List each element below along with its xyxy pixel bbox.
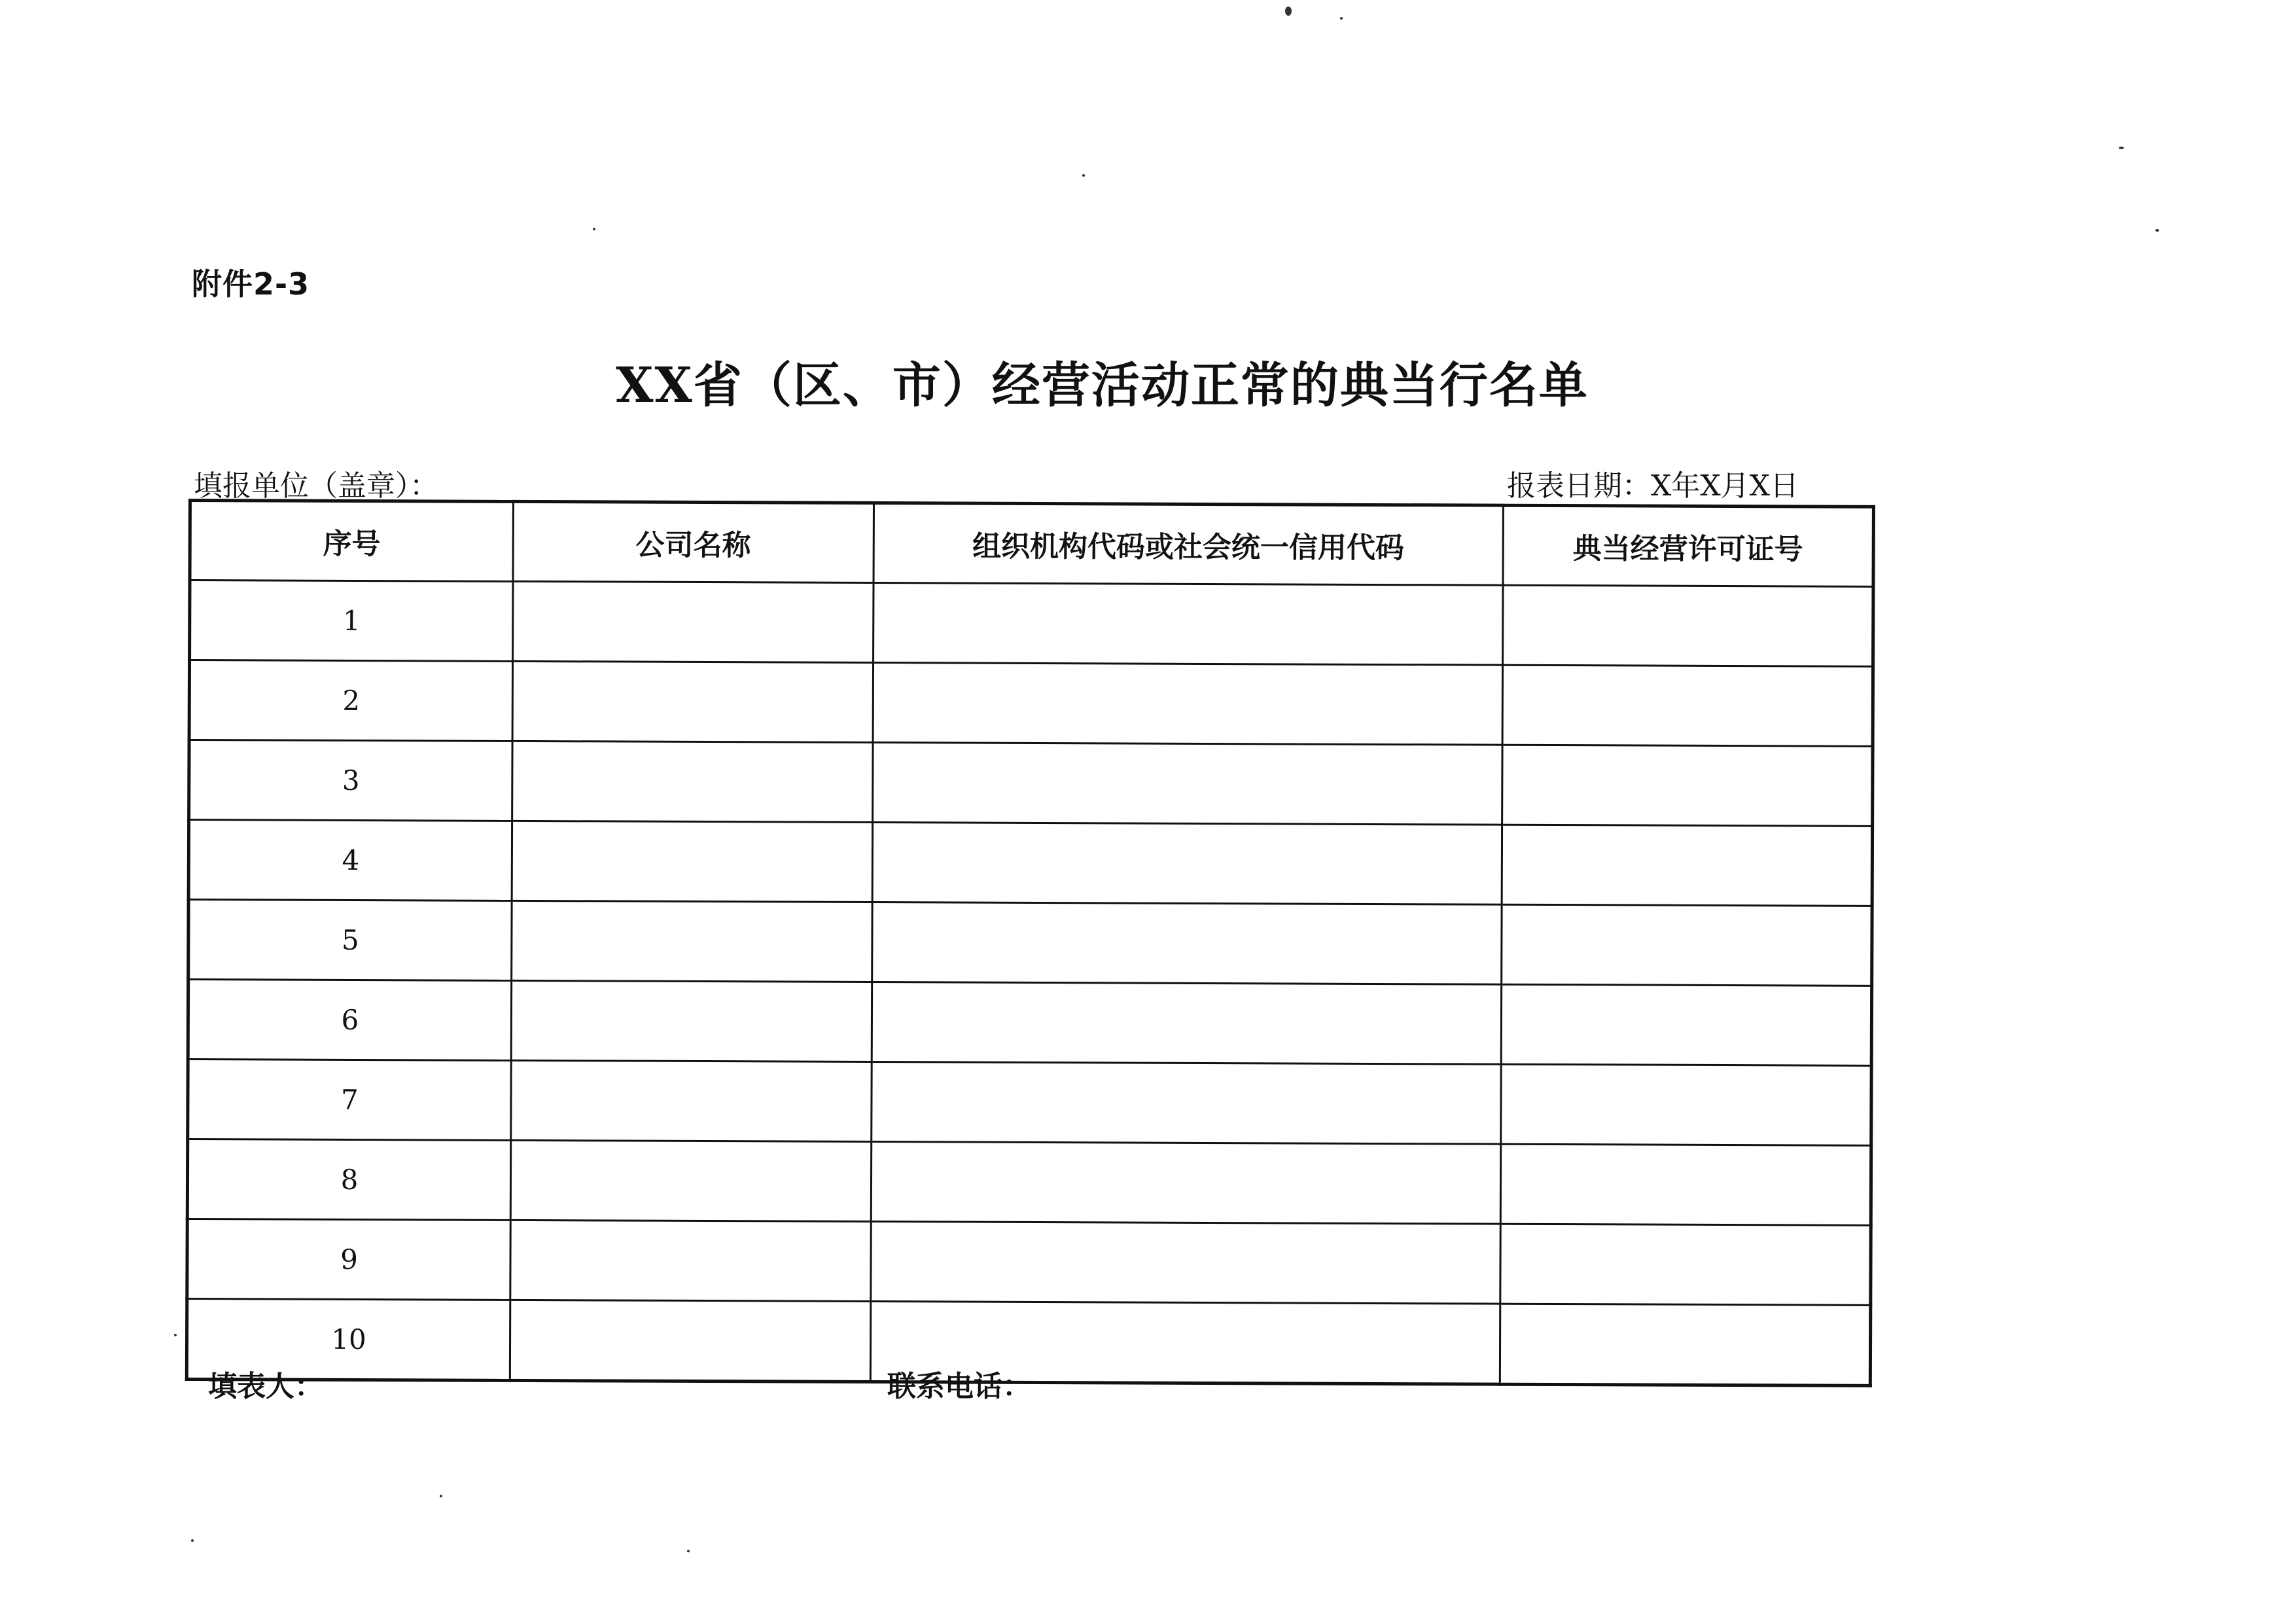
cell-company-name[interactable]: [510, 1300, 870, 1382]
cell-credit-code[interactable]: [871, 1142, 1501, 1224]
cell-credit-code[interactable]: [871, 1062, 1501, 1145]
scan-speck: [440, 1495, 442, 1497]
cell-serial-number: 6: [188, 980, 511, 1061]
scan-speck: [191, 1539, 194, 1542]
cell-license-number[interactable]: [1502, 825, 1873, 906]
table-row: [190, 580, 1873, 667]
cell-license-number[interactable]: [1500, 1304, 1871, 1385]
cell-credit-code[interactable]: [872, 823, 1502, 905]
cell-license-number[interactable]: [1501, 1064, 1872, 1145]
cell-serial-number: 4: [188, 820, 512, 901]
cell-credit-code[interactable]: [872, 743, 1502, 825]
table-row: [187, 1139, 1871, 1226]
header-serial-number: 序号: [190, 501, 513, 582]
cell-company-name[interactable]: [513, 581, 874, 662]
cell-company-name[interactable]: [512, 901, 872, 982]
cell-company-name[interactable]: [511, 1060, 872, 1141]
cell-serial-number: 5: [188, 900, 512, 981]
table-row: [188, 820, 1872, 906]
cell-serial-number: 2: [189, 660, 512, 741]
header-license-number: 典当经营许可证号: [1503, 505, 1874, 586]
cell-company-name[interactable]: [510, 1220, 871, 1301]
cell-license-number[interactable]: [1502, 745, 1873, 826]
table-row: [188, 900, 1872, 986]
cell-serial-number: 7: [188, 1060, 511, 1141]
table-body: [186, 580, 1873, 1386]
table-row: [189, 660, 1873, 747]
cell-serial-number: 1: [190, 580, 513, 662]
cell-company-name[interactable]: [511, 980, 872, 1061]
scan-speck: [1285, 7, 1292, 16]
cell-serial-number: 3: [189, 740, 512, 821]
phone-label: 联系电话：: [887, 1370, 1031, 1403]
cell-serial-number: 9: [187, 1219, 510, 1300]
document-title: XX省（区、市）经营活动正常的典当行名单: [616, 357, 1589, 414]
scan-speck: [593, 228, 595, 230]
cell-license-number[interactable]: [1500, 1224, 1871, 1305]
filler-label: 填表人：: [208, 1370, 323, 1403]
filing-unit-label: 填报单位（盖章）：: [194, 469, 438, 503]
cell-company-name[interactable]: [512, 741, 873, 822]
scan-speck: [2119, 147, 2124, 149]
cell-company-name[interactable]: [510, 1140, 871, 1221]
cell-license-number[interactable]: [1502, 904, 1873, 986]
cell-credit-code[interactable]: [872, 982, 1502, 1065]
scan-speck: [174, 1334, 177, 1336]
cell-license-number[interactable]: [1501, 984, 1872, 1065]
table-header-row: [190, 501, 1873, 587]
table-row: [189, 740, 1873, 827]
scan-speck: [2155, 229, 2159, 232]
scan-speck: [1082, 174, 1085, 177]
cell-license-number[interactable]: [1500, 1144, 1871, 1225]
cell-credit-code[interactable]: [870, 1222, 1500, 1304]
cell-license-number[interactable]: [1502, 665, 1873, 746]
cell-company-name[interactable]: [512, 821, 872, 902]
scan-speck: [687, 1550, 690, 1552]
cell-credit-code[interactable]: [872, 902, 1502, 985]
attachment-label: 附件2-3: [192, 266, 310, 302]
cell-license-number[interactable]: [1502, 585, 1873, 666]
header-company-name: 公司名称: [513, 501, 874, 582]
roster-table-container: [185, 499, 1875, 1366]
header-credit-code: 组织机构代码或社会统一信用代码: [874, 503, 1504, 586]
cell-serial-number: 10: [186, 1299, 510, 1381]
table-row: [188, 980, 1871, 1066]
scan-speck: [1340, 17, 1343, 20]
cell-serial-number: 8: [187, 1139, 510, 1221]
table-row: [188, 1060, 1871, 1146]
cell-credit-code[interactable]: [873, 583, 1503, 666]
report-date-label: 报表日期：X年X月X日: [1507, 469, 1799, 503]
cell-credit-code[interactable]: [873, 663, 1503, 745]
cell-company-name[interactable]: [512, 661, 873, 742]
roster-table: [185, 499, 1875, 1387]
table-row: [187, 1219, 1871, 1306]
